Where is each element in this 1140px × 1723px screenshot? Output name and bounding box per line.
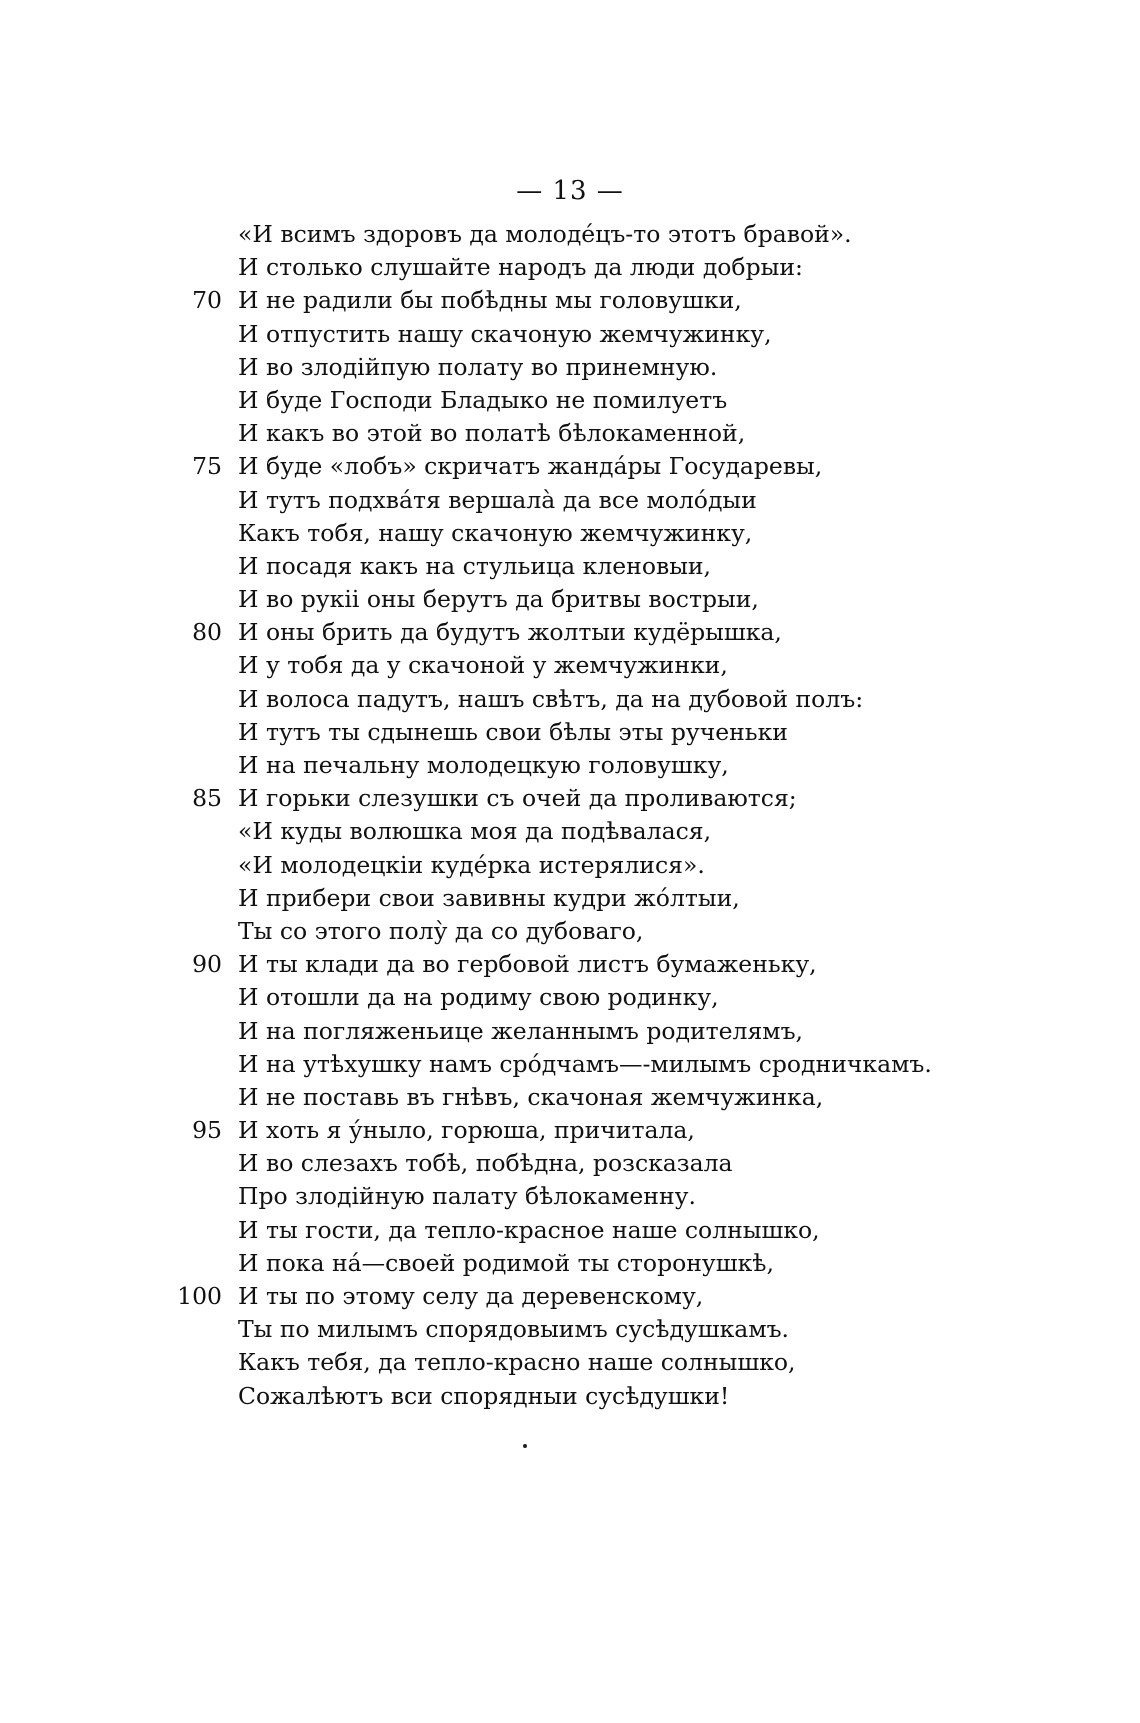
line-text: И волоса падутъ, нашъ свѣтъ, да на дубовой полъ: — [238, 684, 864, 713]
poem-line — [170, 882, 970, 915]
poem-line — [170, 1247, 970, 1280]
line-text: И тутъ ты сдынешь свои бѣлы эты рученьки — [238, 717, 788, 746]
poem-line — [170, 1280, 970, 1313]
poem-line — [170, 716, 970, 749]
line-text: И ты клади да во гербовой листъ бумаженьку, — [238, 950, 817, 979]
line-text: «И куды волюшка моя да подѣвалася, — [238, 817, 712, 846]
line-text: И отпустить нашу скачоную жемчужинку, — [238, 319, 772, 348]
line-text: И не радили бы побѣдны мы головушки, — [238, 286, 742, 315]
poem-line — [170, 749, 970, 782]
poem-line — [170, 948, 970, 981]
line-number: 80 — [192, 618, 222, 647]
end-dot — [523, 1444, 527, 1448]
line-number: 95 — [192, 1116, 222, 1145]
line-number: 90 — [192, 950, 222, 979]
poem-line — [170, 517, 970, 550]
poem-line — [170, 1147, 970, 1180]
line-text: И прибери свои завивны кудри жо́лтыи, — [238, 883, 740, 912]
line-text: И какъ во этой во полатѣ бѣлокаменной, — [238, 419, 746, 448]
line-text: И отошли да на родиму свою родинку, — [238, 983, 719, 1012]
line-text: Ты со этого полу̀ да со дубоваго, — [238, 916, 644, 945]
line-text: Сожалѣютъ вси спорядныи сусѣдушки! — [238, 1381, 730, 1410]
poem-line — [170, 318, 970, 351]
line-text: И на погляженьице желаннымъ родителямъ, — [238, 1016, 803, 1045]
poem-line — [170, 417, 970, 450]
poem-line — [170, 484, 970, 517]
poem-line — [170, 782, 970, 815]
line-text: И ты гости, да тепло-красное наше солнышко, — [238, 1215, 820, 1244]
line-text: И оны брить да будутъ жолтыи кудёрышка, — [238, 618, 782, 647]
poem-line — [170, 616, 970, 649]
line-text: Про злодійную палату бѣлокаменну. — [238, 1182, 696, 1211]
line-text: И буде Господи Бладыко не помилуетъ — [238, 385, 728, 414]
poem-line — [170, 849, 970, 882]
line-text: Какъ тебя, да тепло-красно наше солнышко, — [238, 1348, 796, 1377]
line-text: И столько слушайте народъ да люди добрыи: — [238, 253, 803, 282]
line-text: И во злодійпую полату во принемную. — [238, 352, 718, 381]
poem-line — [170, 1081, 970, 1114]
line-text: «И молодецкіи куде́рка истерялися». — [238, 850, 705, 879]
poem-line — [170, 649, 970, 682]
poem-line — [170, 1114, 970, 1147]
line-text: И во рукіі оны берутъ да бритвы вострыи, — [238, 585, 759, 614]
poem-line — [170, 284, 970, 317]
poem-line — [170, 218, 970, 251]
line-text: Ты по милымъ спорядовыимъ сусѣдушкамъ. — [238, 1315, 790, 1344]
line-text: И на утѣхушку намъ сро́дчамъ—-милымъ сродничкамъ. — [238, 1049, 932, 1078]
poem-line — [170, 384, 970, 417]
line-text: И у тобя да у скачоной у жемчужинки, — [238, 651, 728, 680]
poem-line — [170, 1380, 970, 1413]
line-text: И горьки слезушки съ очей да проливаются; — [238, 784, 797, 813]
poem-line — [170, 815, 970, 848]
line-text: И тутъ подхва́тя вершала̀ да все моло́дыи — [238, 485, 757, 514]
line-text: И посадя какъ на стульица кленовыи, — [238, 551, 712, 580]
line-text: И на печальну молодецкую головушку, — [238, 751, 729, 779]
poem-line — [170, 251, 970, 284]
line-text: И не поставь въ гнѣвъ, скачоная жемчужинка, — [238, 1082, 824, 1111]
line-text: И во слезахъ тобѣ, побѣдна, розсказала — [238, 1149, 733, 1178]
poem-line — [170, 583, 970, 616]
poem-line — [170, 1048, 970, 1081]
line-number: 85 — [192, 784, 222, 813]
poem-line — [170, 1313, 970, 1346]
poem-line — [170, 915, 970, 948]
line-text: И хоть я у́ныло, горюша, причитала, — [238, 1116, 695, 1145]
poem-line — [170, 683, 970, 716]
line-text: И буде «лобъ» скричатъ жанда́ры Государевы, — [238, 452, 823, 481]
line-number: 100 — [177, 1282, 222, 1310]
poem-line — [170, 1180, 970, 1213]
poem-line — [170, 450, 970, 483]
poem-line — [170, 1346, 970, 1379]
poem-line — [170, 1214, 970, 1247]
line-number: 75 — [192, 452, 222, 481]
line-text: Какъ тобя, нашу скачоную жемчужинку, — [238, 518, 753, 547]
poem-line — [170, 351, 970, 384]
page-number: — 13 — — [516, 176, 624, 206]
line-text: И ты по этому селу да деревенскому, — [238, 1282, 704, 1310]
line-text: «И всимъ здоровъ да молоде́цъ-то этотъ бравой». — [238, 220, 852, 248]
poem-line — [170, 550, 970, 583]
line-number: 70 — [192, 286, 222, 315]
poem-line — [170, 981, 970, 1014]
poem-text — [170, 218, 970, 1413]
poem-line — [170, 1015, 970, 1048]
line-text: И пока на́—своей родимой ты сторонушкѣ, — [238, 1248, 774, 1277]
